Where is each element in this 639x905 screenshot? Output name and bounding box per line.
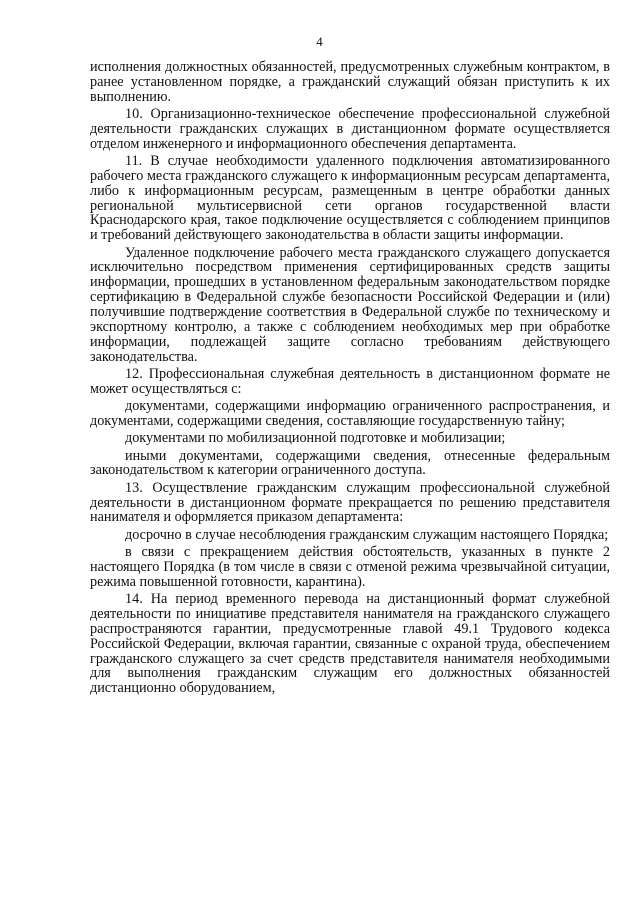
list-item-circumstances-ended: в связи с прекращением действия обстоятельств, указанных в пункте 2 настоящего Порядка (в том числе в связи с отменой режима чрезвычайной ситуации, режима повышенной готовности, карантина). bbox=[90, 544, 610, 590]
paragraph-item-13: 13. Осуществление гражданским служащим профессиональной служебной деятельности в дистанционном формате прекращается по решению представителя нанимателя и оформляется приказом департамента: bbox=[90, 479, 610, 526]
page-number: 4 bbox=[316, 34, 323, 49]
paragraph-item-11: 11. В случае необходимости удаленного подключения автоматизированного рабочего места гражданского служащего к информационным ресурсам департамента, либо к информационным ресурсам, размещенным в центре обработки данных региональной мультисервисной сети органов государственной власти Краснодарского края, такое подключение осуществляется с соблюдением принципов и требований действующего законодательства в области защиты информации. bbox=[90, 153, 610, 244]
paragraph-item-12: 12. Профессиональная служебная деятельность в дистанционном формате не может осуществляться с: bbox=[90, 365, 610, 397]
document-body bbox=[90, 60, 610, 699]
list-item-early-termination: досрочно в случае несоблюдения гражданским служащим настоящего Порядка; bbox=[125, 526, 609, 543]
list-item-mobilization-docs: документами по мобилизационной подготовке и мобилизации; bbox=[125, 430, 506, 447]
paragraph-remote-connection: Удаленное подключение рабочего места гражданского служащего допускается исключительно посредством применения сертифицированных средств защиты информации, прошедших в установленном федеральным законодательством порядке сертификацию в Федеральной службе безопасности Российской Федерации и (или) получившие подтверждение соответствия в Федеральной службе по техническому и экспортному контролю, а также с соблюдением необходимых мер при обработке информации, подлежащей защите согласно требованиям действующего законодательства. bbox=[90, 244, 610, 365]
paragraph-continuation: исполнения должностных обязанностей, предусмотренных служебным контрактом, в ранее установленном порядке, а гражданский служащий обязан приступить к их выполнению. bbox=[90, 59, 610, 105]
paragraph-item-10: 10. Организационно-техническое обеспечение профессиональной служебной деятельности гражданских служащих в дистанционном формате осуществляется отделом инженерного и информационного обеспечения департамента. bbox=[90, 106, 610, 152]
list-item-restricted-docs: документами, содержащими информацию ограниченного распространения, и документами, содержащими сведения, составляющие государственную тайну; bbox=[90, 398, 610, 429]
paragraph-item-14: 14. На период временного перевода на дистанционный формат служебной деятельности по инициативе представителя нанимателя на гражданского служащего распространяются гарантии, предусмотренные главой 49.1 Трудового кодекса Российской Федерации, включая гарантии, связанные с охраной труда, обеспечением гражданского служащего за счет средств представителя нанимателя необходимыми для выполнения гражданским служащим его должностных обязанностей дистанционно оборудованием, bbox=[90, 591, 610, 697]
list-item-limited-access-docs: иными документами, содержащими сведения, отнесенные федеральным законодательством к категории ограниченного доступа. bbox=[90, 447, 610, 479]
